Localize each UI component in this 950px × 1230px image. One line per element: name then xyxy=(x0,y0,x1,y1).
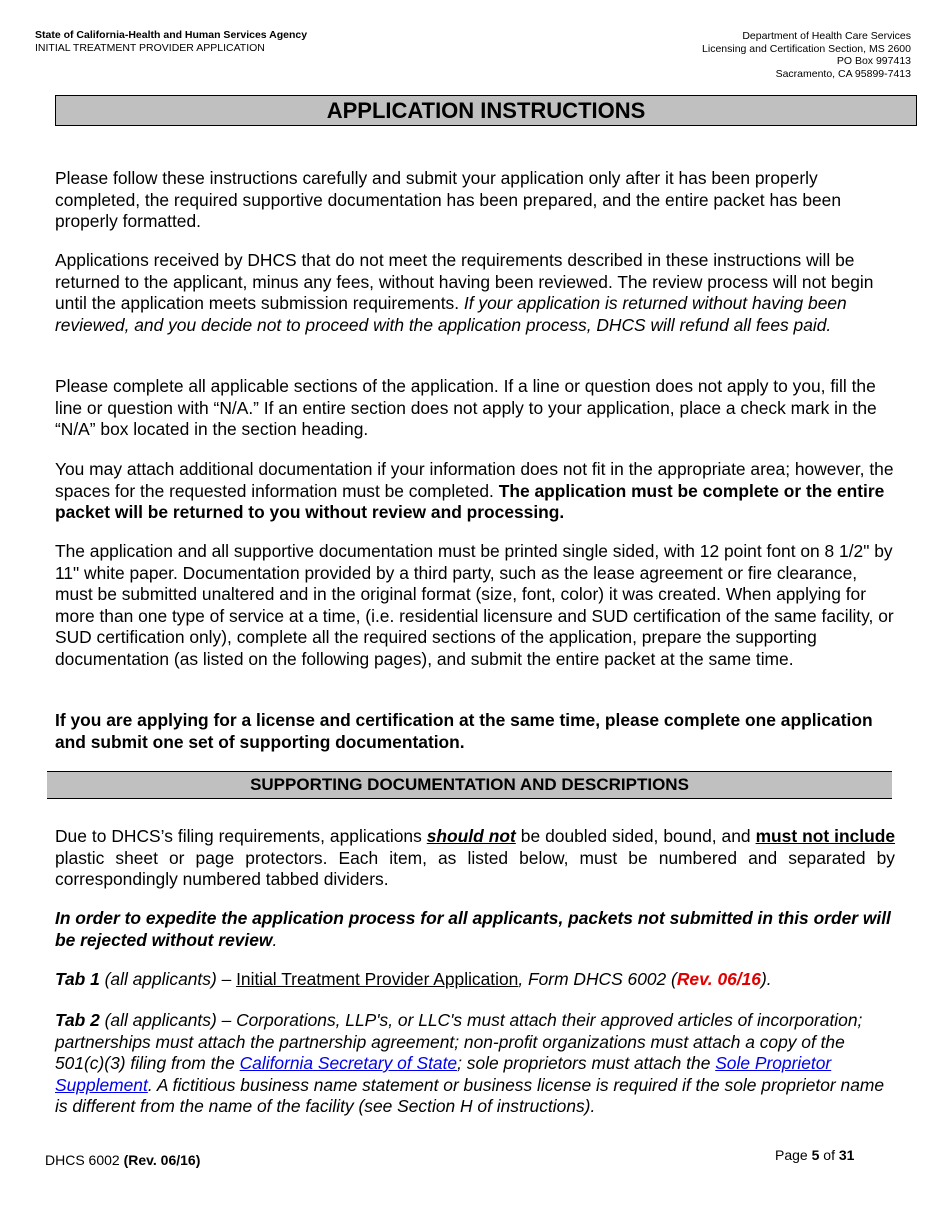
tab-2-label: Tab 2 xyxy=(55,1010,100,1030)
filing-text: Due to DHCS’s filing requirements, applications xyxy=(55,826,427,846)
order-warning-end: . xyxy=(272,929,278,950)
tab-2-item xyxy=(55,1010,895,1118)
dept-line: Sacramento, CA 95899-7413 xyxy=(775,67,911,80)
tab-1-form-title: Initial Treatment Provider Application xyxy=(236,969,519,989)
tab-1-text: (all applicants) – xyxy=(99,969,237,989)
paragraph-format-requirements: The application and all supportive documentation must be printed single sided, with 12 point font on 8 1/2" by 11" white paper. Documentation provided by a third party, such as the lease agreement or fire clearance, must be submitted unaltered and in the original format (size, font, color) it was created. When applying for more than one type of service at a time, (i.e. residential licensure and SUD certification of the same facility, or SUD certification only), complete all the required sections of the application, prepare the supporting documentation (as listed on the following pages), and submit the entire packet at the same time. xyxy=(55,541,894,669)
paragraph-order-warning xyxy=(55,908,895,951)
order-warning-text: In order to expedite the application process for all applicants, packets not submitted in this order will be rejected without review xyxy=(55,908,891,950)
filing-text: plastic sheet or page protectors. Each item, as listed below, must be numbered and separated by correspondingly numbered tabbed dividers. xyxy=(55,847,895,889)
department-address xyxy=(702,30,911,80)
california-secretary-of-state-link[interactable]: California Secretary of State xyxy=(239,1053,458,1073)
page-title: APPLICATION INSTRUCTIONS xyxy=(55,95,917,126)
tab-1-revision: Rev. 06/16 xyxy=(676,969,761,989)
tab-2-text: ; sole proprietors must attach the xyxy=(457,1053,716,1073)
sole-proprietor-supplement-link[interactable]: Sole Proprietor Supplement xyxy=(55,1053,832,1095)
paragraph-additional-docs xyxy=(55,459,895,524)
tab-1-text: ). xyxy=(760,969,772,989)
complete-warning: The application must be complete or the entire packet will be returned to you without review and processing. xyxy=(55,480,885,522)
footer-form: DHCS 6002 xyxy=(45,1152,120,1168)
tab-2-text: (all applicants) – Corporations, LLP's, or LLC's must attach their approved articles of incorporation; partnerships must attach the partnership agreement; non-profit organizations must attach a copy of the 501(c)(3) filing from the xyxy=(55,1010,863,1073)
dept-line: PO Box 997413 xyxy=(836,55,911,67)
page-current: 5 xyxy=(811,1147,820,1163)
paragraph-complete-sections: Please complete all applicable sections of the application. If a line or question does not apply to you, fill the line or question with “N/A.” If an entire section does not apply to your application, place a check mark in the “N/A” box located in the section heading. xyxy=(55,376,877,439)
section-title: SUPPORTING DOCUMENTATION AND DESCRIPTIONS xyxy=(47,771,892,799)
paragraph-filing-requirements xyxy=(55,826,895,891)
page-total: 31 xyxy=(838,1147,855,1163)
of-word: of xyxy=(823,1147,835,1163)
footer-revision: (Rev. 06/16) xyxy=(123,1152,201,1168)
page-word: Page xyxy=(775,1147,808,1163)
footer-form-id xyxy=(45,1152,200,1168)
paragraph-returned-applications xyxy=(55,250,895,336)
agency-name: State of California-Health and Human Services Agency xyxy=(35,29,308,41)
tab-2-text: . A fictitious business name statement or business license is required if the sole proprietor name is different from the name of the facility (see Section H of instructions). xyxy=(55,1074,885,1116)
header-left xyxy=(35,29,307,55)
tab-1-label: Tab 1 xyxy=(55,969,100,989)
dept-line: Licensing and Certification Section, MS 2600 xyxy=(702,42,911,55)
must-not-include-emphasis: must not include xyxy=(755,826,895,846)
page-number xyxy=(775,1147,854,1163)
additional-docs-text: You may attach additional documentation if your information does not fit in the appropriate area; however, the spaces for the requested information must be completed. xyxy=(55,459,894,501)
tab-1-item xyxy=(55,969,895,991)
returned-text: Applications received by DHCS that do not meet the requirements described in these instructions will be returned to the applicant, minus any fees, without having been reviewed. The review process will not begin until the application meets submission requirements. xyxy=(55,250,874,313)
paragraph-license-certification: If you are applying for a license and certification at the same time, please complete one application and submit one set of supporting documentation. xyxy=(55,710,873,752)
paragraph-instructions: Please follow these instructions carefully and submit your application only after it has been properly completed, the required supportive documentation has been prepared, and the entire packet has been properly formatted. xyxy=(55,168,842,231)
filing-text: be doubled sided, bound, and xyxy=(515,826,756,846)
should-not-emphasis: should not xyxy=(426,826,516,846)
refund-text: If your application is returned without having been reviewed, and you decide not to proceed with the application process, DHCS will refund all fees paid. xyxy=(55,293,847,335)
dept-line: Department of Health Care Services xyxy=(742,30,911,42)
form-name: INITIAL TREATMENT PROVIDER APPLICATION xyxy=(35,42,265,54)
tab-1-text: , Form DHCS 6002 ( xyxy=(518,969,677,989)
